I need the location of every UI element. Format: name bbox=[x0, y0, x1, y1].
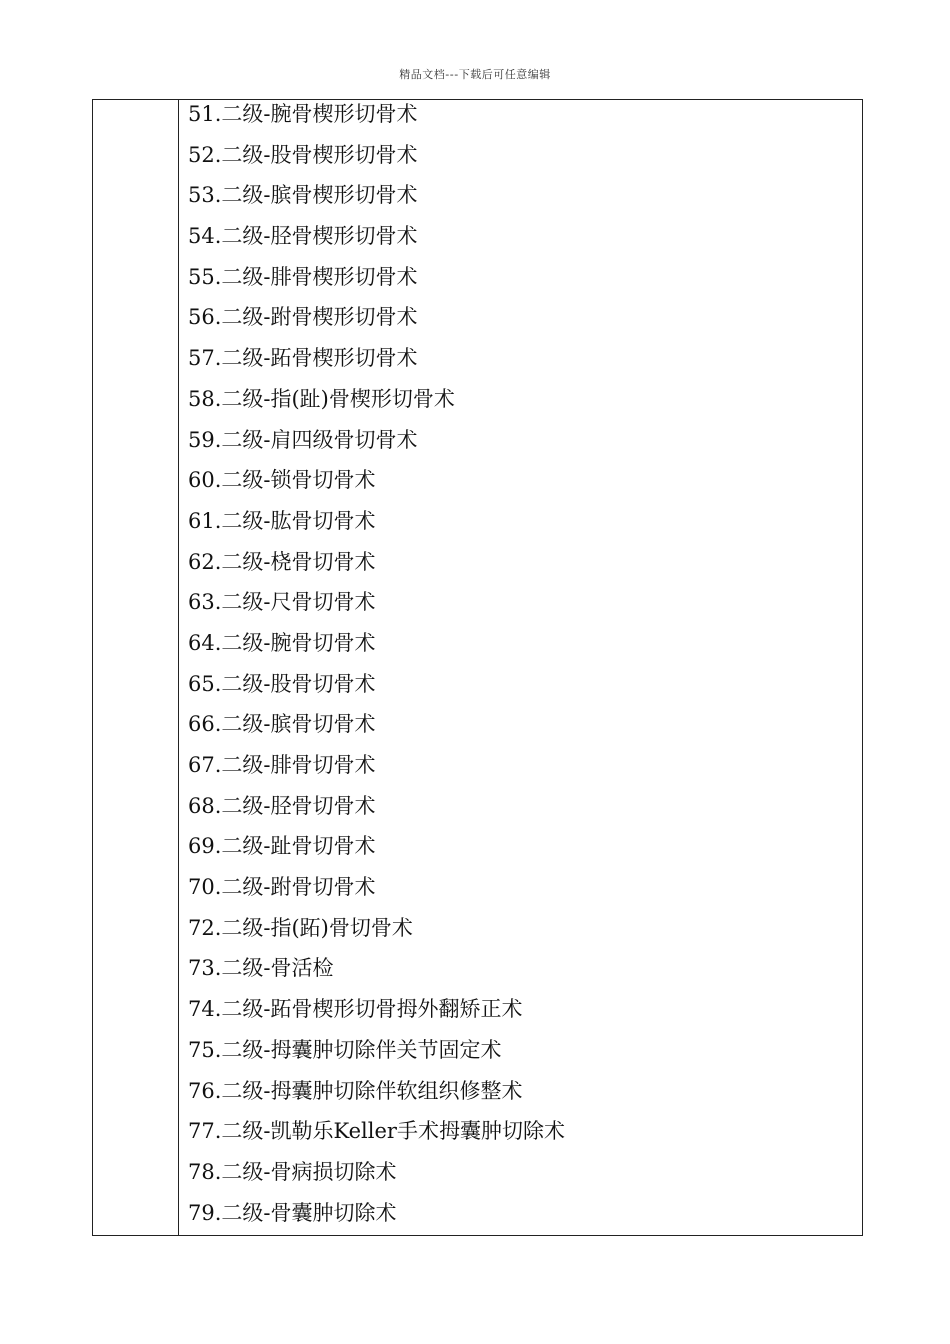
procedure-list-cell bbox=[179, 100, 862, 1235]
procedure-item: 79.二级-骨囊肿切除术 bbox=[188, 1200, 397, 1225]
category-cell bbox=[93, 100, 179, 1235]
procedure-item: 54.二级-胫骨楔形切骨术 bbox=[188, 224, 418, 249]
procedure-item: 72.二级-指(跖)骨切骨术 bbox=[188, 915, 413, 940]
procedure-item: 75.二级-拇囊肿切除伴关节固定术 bbox=[188, 1037, 502, 1062]
procedure-item: 77.二级-凯勒乐Keller手术拇囊肿切除术 bbox=[188, 1119, 565, 1144]
procedure-item: 65.二级-股骨切骨术 bbox=[188, 671, 376, 696]
procedure-item: 66.二级-膑骨切骨术 bbox=[188, 712, 376, 737]
procedure-item: 58.二级-指(趾)骨楔形切骨术 bbox=[188, 386, 455, 411]
procedure-item: 73.二级-骨活检 bbox=[188, 956, 334, 981]
procedure-item: 63.二级-尺骨切骨术 bbox=[188, 590, 376, 615]
procedure-item: 59.二级-肩四级骨切骨术 bbox=[188, 427, 418, 452]
procedure-item: 53.二级-膑骨楔形切骨术 bbox=[188, 183, 418, 208]
procedure-item: 60.二级-锁骨切骨术 bbox=[188, 468, 376, 493]
procedure-item: 55.二级-腓骨楔形切骨术 bbox=[188, 264, 418, 289]
procedure-item: 69.二级-趾骨切骨术 bbox=[188, 834, 376, 859]
procedure-item: 64.二级-腕骨切骨术 bbox=[188, 630, 376, 655]
procedure-item: 76.二级-拇囊肿切除伴软组织修整术 bbox=[188, 1078, 523, 1103]
procedure-item: 61.二级-肱骨切骨术 bbox=[188, 508, 376, 533]
procedure-table bbox=[92, 99, 863, 1236]
procedure-item: 57.二级-跖骨楔形切骨术 bbox=[188, 346, 418, 371]
procedure-item: 67.二级-腓骨切骨术 bbox=[188, 753, 376, 777]
procedure-item: 62.二级-桡骨切骨术 bbox=[188, 549, 376, 574]
page-header: 精品文档---下载后可任意编辑 bbox=[399, 68, 551, 81]
procedure-item: 52.二级-股骨楔形切骨术 bbox=[188, 142, 418, 167]
procedure-item: 78.二级-骨病损切除术 bbox=[188, 1159, 397, 1184]
procedure-list bbox=[188, 100, 862, 1239]
procedure-item: 56.二级-跗骨楔形切骨术 bbox=[188, 305, 418, 330]
procedure-item: 51.二级-腕骨楔形切骨术 bbox=[188, 102, 418, 126]
procedure-item: 68.二级-胫骨切骨术 bbox=[188, 793, 376, 818]
procedure-item: 70.二级-跗骨切骨术 bbox=[188, 875, 376, 900]
procedure-item: 74.二级-跖骨楔形切骨拇外翻矫正术 bbox=[188, 997, 523, 1022]
